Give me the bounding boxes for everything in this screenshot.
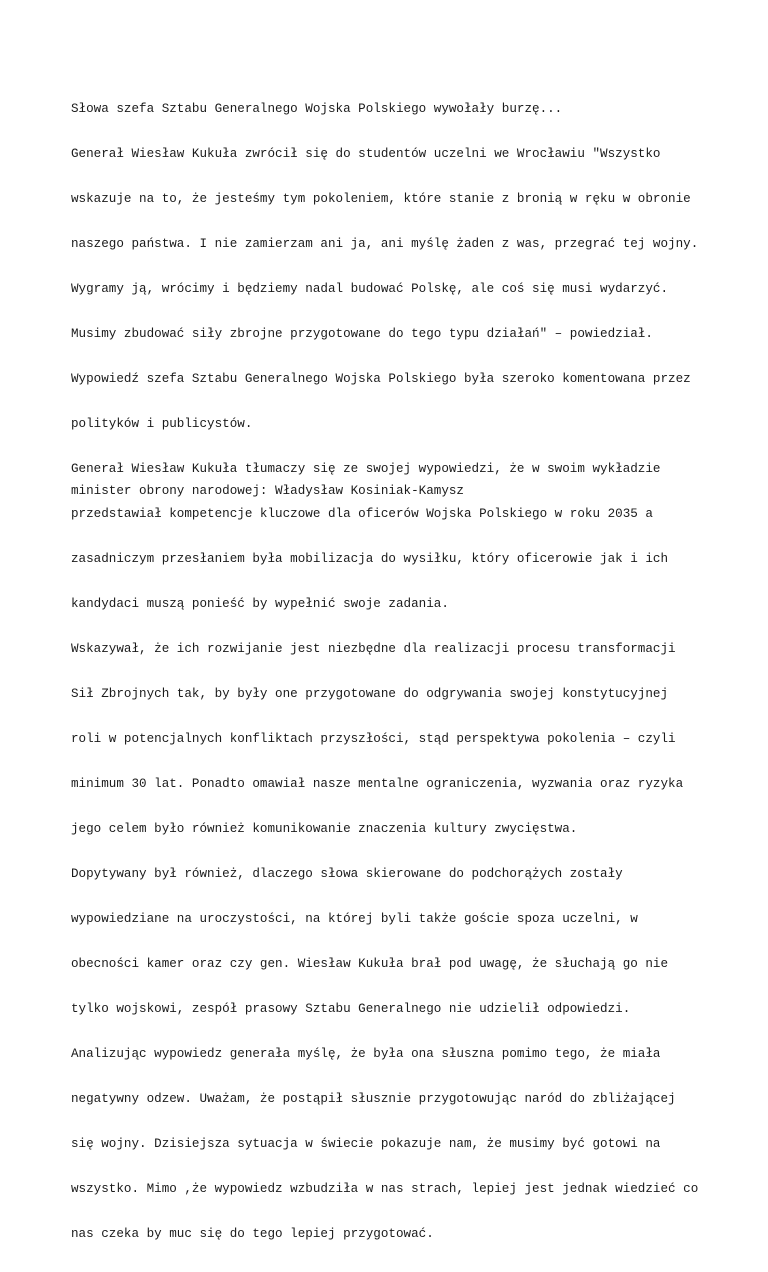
text-line: Sił Zbrojnych tak, by były one przygotowane do odgrywania swojej konstytucyjnej	[71, 687, 669, 701]
text-line: wszystko. Mimo ,że wypowiedz wzbudziła w nas strach, lepiej jest jednak wiedzieć co	[71, 1182, 699, 1196]
text-line: minimum 30 lat. Ponadto omawiał nasze mentalne ograniczenia, wyzwania oraz ryzyka	[71, 777, 684, 791]
text-line: jego celem było również komunikowanie znaczenia kultury zwycięstwa.	[71, 822, 578, 836]
text-line: tylko wojskowi, zespół prasowy Sztabu Generalnego nie udzielił odpowiedzi.	[71, 1002, 631, 1016]
text-line: kandydaci muszą ponieść by wypełnić swoje zadania.	[71, 597, 449, 611]
text-line: Wygramy ją, wrócimy i będziemy nadal budować Polskę, ale coś się musi wydarzyć.	[71, 282, 669, 296]
text-line: Słowa szefa Sztabu Generalnego Wojska Polskiego wywołały burzę...	[71, 102, 563, 116]
text-line: przedstawiał kompetencje kluczowe dla oficerów Wojska Polskiego w roku 2035 a	[71, 507, 653, 521]
text-line: Dopytywany był również, dlaczego słowa skierowane do podchorążych zostały	[71, 867, 623, 881]
text-line: obecności kamer oraz czy gen. Wiesław Kukuła brał pod uwagę, że słuchają go nie	[71, 957, 669, 971]
text-line: roli w potencjalnych konfliktach przyszłości, stąd perspektywa pokolenia – czyli	[71, 732, 676, 746]
text-line: Generał Wiesław Kukuła tłumaczy się ze swojej wypowiedzi, że w swoim wykładzie	[71, 462, 661, 476]
text-line: polityków i publicystów.	[71, 417, 253, 431]
text-line: negatywny odzew. Uważam, że postąpił słusznie przygotowując naród do zbliżającej	[71, 1092, 676, 1106]
text-line: Musimy zbudować siły zbrojne przygotowane do tego typu działań" – powiedział.	[71, 327, 653, 341]
text-line: naszego państwa. I nie zamierzam ani ja, ani myślę żaden z was, przegrać tej wojny.	[71, 237, 699, 251]
body-text	[71, 72, 711, 1272]
text-line: Generał Wiesław Kukuła zwrócił się do studentów uczelni we Wrocławiu "Wszystko	[71, 147, 661, 161]
text-line: Wskazywał, że ich rozwijanie jest niezbędne dla realizacji procesu transformacji	[71, 642, 676, 656]
text-line: zasadniczym przesłaniem była mobilizacja do wysiłku, który oficerowie jak i ich	[71, 552, 669, 566]
text-line: nas czeka by muc się do tego lepiej przygotować.	[71, 1227, 434, 1241]
text-line: wypowiedziane na uroczystości, na której byli także goście spoza uczelni, w	[71, 912, 638, 926]
text-line: Analizując wypowiedz generała myślę, że była ona słuszna pomimo tego, że miała	[71, 1047, 661, 1061]
signature-line: minister obrony narodowej: Władysław Kosiniak-Kamysz	[71, 484, 464, 498]
text-line: wskazuje na to, że jesteśmy tym pokoleniem, które stanie z bronią w ręku w obronie	[71, 192, 691, 206]
text-line: Wypowiedź szefa Sztabu Generalnego Wojska Polskiego była szeroko komentowana przez	[71, 372, 691, 386]
text-line: się wojny. Dzisiejsza sytuacja w świecie pokazuje nam, że musimy być gotowi na	[71, 1137, 661, 1151]
